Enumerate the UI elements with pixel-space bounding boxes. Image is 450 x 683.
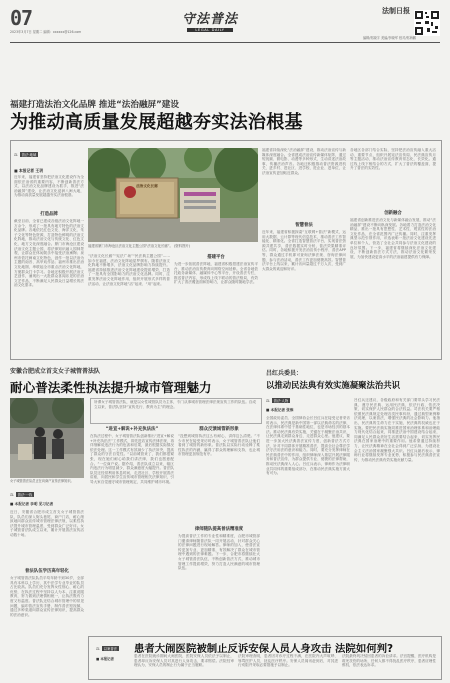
story3-text-col1: 全国政协委员、全国律协会长吕红兵在接受记者采访时表示，民法典是新中国第一部以法典命名的法律，在法律体系中居于基础性地位，也是市场经济的基本法。推动民法典有效实施，关键在于凝聚法治共识，让民法典走到群众身边、走进群众心里。他建议，要进一步加大民法典普法宣传力度，创新普法方式方法，针对不同群体开展精准普法，提高全社会尊法学法守法用法的意识和能力。同时，要充分发挥律师在民法典普法中的作用，组织律师深入基层开展法律服务和普法宣传，为群众提供专业、便捷的法律帮助，推动民法典深入人心。吕红兵表示，律师作为法律职业共同体的重要组成部分，在推动民法典实施方面大有可为。 bbox=[266, 416, 350, 476]
story3-section-tag bbox=[266, 398, 290, 403]
scales-icon: ⚖ bbox=[10, 492, 14, 497]
lead-photo bbox=[88, 148, 258, 242]
lead-photo-caption: 福建省厦门市海沧区法治文化主题公园“法治文化长廊”。 (资料图片) bbox=[88, 244, 191, 248]
story2-photo-caption: 女子城管普法队员正在向商户宣传法律知识。 bbox=[10, 479, 74, 483]
section-masthead bbox=[160, 8, 260, 32]
scales-icon: ⚖ bbox=[266, 398, 270, 403]
story2-subhead-2: 律师随队提高普法精准度 bbox=[194, 527, 244, 532]
lead-section-tag bbox=[14, 152, 38, 157]
section-subtitle: LEGAL DAILY bbox=[187, 28, 233, 32]
bottom-badge: 以案普法 bbox=[103, 647, 118, 651]
story2-headline: 耐心普法柔性执法提升城市管理魅力 bbox=[10, 380, 212, 395]
page-number: 07 bbox=[10, 6, 33, 30]
lead-text-col5b: 福建省创新推进法治文化与新媒体融合发展，推动“法治融屏”建设不断向纵深发展。各地着力打造法治文化精品，推出一批具有思想性、艺术性、观赏性的法治文化作品，在全省范围内广泛传播。同时，注重发挥典型示范引领作用，评选表彰一批法治文化建设先进单位和个人，营造了全社会共同参与法治文化建设的良好氛围。下一步，福建省将继续深化法治文化建设，不断创新普法方式方法，推动法治文化繁荣发展，为加快建设更高水平的法治福建提供有力保障。 bbox=[350, 218, 436, 259]
qr-code-icon bbox=[414, 10, 440, 36]
story2-badge: 普法·一线 bbox=[17, 493, 33, 497]
lead-byline: ■ 本报记者 王玥 bbox=[14, 168, 44, 173]
lead-text-col5a: 各地区各部门结合实际，坚持把法治宣传融入重大活动、重要节点，组织开展宪法宣传周、民法典宣传月等主题活动，推动法治宣传教育常态化、长效化。通过线上线下相结合的方式，扩大了普法的覆盖面，提升了普法的实效性。 bbox=[350, 148, 436, 171]
lead-text-col4a: 福建省持续深化“法治融屏”建设，推动法治宣传与新媒体深度融合。全省建成法治宣传新媒体矩阵，通过短视频、微电影、动漫等多种形式，生动讲述法治故事，传播法治声音。各地还积极推动普法资源进机关、进乡村、进社区、进学校、进企业、进单位，让法治宣传更加贴近群众。 bbox=[262, 148, 346, 175]
story2-byline: ■ 本报记者 李明 见习记者 bbox=[10, 502, 54, 506]
lead-subhead-2: 智慧普法 bbox=[295, 223, 313, 228]
story2-intro: 所谓女子城管普法队，就是以女性城管队员为主体，专门从事城市管理法律法规宣传工作的队伍。自成立以来，普法队坚持“宣传先行、教育为主”的理念。 bbox=[94, 400, 256, 409]
header-rule bbox=[10, 42, 440, 43]
lead-text-col1b: 截至目前，全省已建成各级法治文化阵地一万余个，形成了一批具有地方特色的法治文化品牌。各地依托红色文化、海洋文化、朱子文化等特色资源，打造特色鲜明的法治文化阵地，推动法治文化与传统文化、红色文化、地方文化深度融合。厦门市海沧区建设法治文化主题公园，将法律知识融入园林景观，让群众在休闲娱乐中接受法治熏陶；泉州市依托闽南文化特色，创作一批以法治为主题的南音、高甲戏作品；福州市推出法治文化地图，串联起全市重点法治文化阵地，方便群众打卡学习。各地还积极开展法治文艺创作，涌现出一大批群众喜闻乐见的法治文艺作品，不断满足人民群众日益增长的法治文化需求。 bbox=[14, 219, 84, 288]
story3-text-col2: 吕红兵还建议，各级政府和有关部门要带头学习民法典、遵守民法典、运用民法典，依法行政、依法决策，切实保护人民群众的合法权益。司法机关要严格依照民法典规定处理各类民事纠纷，通过典型案例释法说理，以案普法，增强民法典的社会影响力。他指出，民法典的生命力在于实施，民法典的权威也在于实施。要把民法典实施同推进国家治理体系和治理能力现代化结合起来，同推进法治中国建设结合起来，同满足人民群众美好生活需要结合起来，切实发挥民法典在国家治理中的重要作用。他希望通过持续努力，让民法典精神在全社会得到广泛弘扬，为建设社会主义法治国家凝聚强大共识。吕红兵最后表示，律师行业将继续发挥专业优势，积极参与民法典普法宣传，为推动民法典有效实施贡献力量。 bbox=[354, 398, 440, 462]
story3-byline: ■ 本报记者 张维 bbox=[266, 408, 294, 412]
story2-section-tag bbox=[10, 492, 34, 497]
date-line: 2023年3月7日 星期二 编辑：xxxxxx@126.com bbox=[10, 30, 82, 34]
bottom-byline: ■ 本报记者 bbox=[96, 657, 114, 661]
story2-subhead-3: 普法队伍学历高年轻化 bbox=[25, 569, 69, 574]
story3-kicker: 吕红兵委员： bbox=[266, 370, 303, 377]
lead-subhead-1: 打造品牌 bbox=[40, 212, 58, 217]
lead-headline: 为推动高质量发展超越夯实法治根基 bbox=[10, 112, 303, 133]
story3-badge: 普法·人物 bbox=[273, 399, 289, 403]
bottom-text-col2: 法院审理查明，患者因对诊疗过程不满，在医院内大声喧哗、辱骂医护人员，扰乱医疗秩序。安保人员闻讯赶到后，对其进行劝阻并采取必要措施予以制止。 bbox=[238, 654, 338, 668]
story2-photo bbox=[10, 398, 84, 478]
lead-kicker: 福建打造法治文化品牌 推进“法治融屏”建设 bbox=[10, 100, 179, 110]
photo-sign-text: 法治文化长廊 bbox=[136, 184, 158, 188]
editor-line: 编辑/郭晓宇 美编/李晓军 校对/郭海鹏 bbox=[362, 36, 416, 40]
story2-subhead-1: 群众反馈城管新形象 bbox=[199, 427, 239, 432]
lead-text-col2: “法治文化长廊”“宪法广场”“民法典主题公园”……如今在福建，法治文化阵地星罗棋布。随着法治文化阵地不断增多，法治文化品牌影响力持续提升。福建省持续推进法治文化阵地建设提质增效，打造了一批具有全国影响力的法治文化品牌。同时，注重发挥法治文化阵地作用，组织开展形式多样的普法活动，让法治文化阵地“活”起来、“用”起来。 bbox=[88, 254, 170, 286]
story2-text-col1b: 女子城管普法队队员平均年龄不到30岁，全部具有本科以上学历，其中法学专业毕业的队员占比较高。队员们充分发挥女性细心、耐心的优势，在执法过程中坚持以人为本，注重说服教育，努力做到法理情相统一，让执法既有力度又有温度。普法队还结合城市管理中的常见问题，编印普法宣传手册，制作普法短视频，通过多种渠道向群众宣传法律知识，提高群众的法治意识。 bbox=[10, 576, 84, 617]
section-title: 守法普法 bbox=[181, 12, 238, 27]
lead-text-col3: 为进一步拓展普法阵地，福建省积极搭建法治宣传平台，推动法治宣传教育向网络空间延伸。全省各地依托政务新媒体、融媒体中心等平台，开设普法专栏，推送普法内容，形成线上线下联动的普法格局，有效扩大了普法覆盖面和影响力，让群众随时随地学法。 bbox=[174, 262, 258, 285]
story3-headline: 以推动民法典有效实施凝聚法治共识 bbox=[266, 380, 400, 390]
masthead-logo: 法制日报 bbox=[382, 6, 410, 15]
story2-text-col1a: 近日，安徽省合肥市成立首支女子城管普法队，队员们深入街头巷尾、商户门店，耐心细致地向群众宣传城市管理法律法规，以柔性执法提升城市管理温度，受到群众广泛好评。女子城管普法队成立以来，累计开展普法宣传活动数十场。 bbox=[10, 510, 84, 537]
bottom-headline: 患者大闹医院被制止反诉安保人员人身攻击 法院如何判? bbox=[134, 643, 394, 655]
scales-icon: ⚖ bbox=[96, 646, 100, 651]
lead-text-col1a: 近年来，福建省坚持把法治文化建设作为全面依法治省的重要内容，不断创新普法方式，以法治文化品牌建设为抓手，推进“法治融屏”建设，让法治文化浸润八闽大地，为推动高质量发展超越夯实法治根基。 bbox=[14, 175, 84, 198]
story2-kicker: 安徽合肥成立首支女子城管普法队 bbox=[10, 368, 101, 375]
lead-subhead-4: 创新融合 bbox=[384, 211, 402, 216]
lead-text-col4b: 近年来，福建省积极探索“互联网+普法”新模式，运用大数据、云计算等现代信息技术，推动普法工作智能化、精准化。全省打造智慧普法平台，实现普法资源共建共享，普法数据实时分析，普法效果精准评估。同时，各地积极开发法治宣传小程序、普法APP等，群众通过手机即可查询法律法规、咨询法律问题、参与法治活动，普法工作更加便捷高效。智慧普法平台上线以来，累计访问量超过千万人次，受到广大群众的欢迎和好评。 bbox=[262, 230, 346, 271]
bottom-text-col3: 法院最终判决驳回患者的诉讼请求。法官提醒，医疗机构是救死扶伤的场所，任何人都不得扰乱医疗秩序，患者应理性维权，依法表达诉求。 bbox=[342, 654, 436, 668]
lead-subhead-3: 搭建平台 bbox=[207, 255, 225, 260]
scales-icon: ⚖ bbox=[14, 152, 18, 157]
bottom-section-tag bbox=[96, 646, 119, 651]
lead-badge: 普法·地域 bbox=[21, 153, 37, 157]
story2-quote-box: “进宣+解说+补充执法法” bbox=[105, 427, 159, 432]
story2-text-col2: 在执法过程中，女子城管普法队创新推出“进宣+解说+补充执法法”工作模式，即先进店宣传法律法规，再详细解说违法行为的危害和后果，最后根据实际情况依法处理。这一工作模式有效减少了执法冲突，提高了群众的守法自觉性。“以前城管来了，我们都很紧张，现在她们耐心给我们讲法律，我们也愿意配合。”一位商户说。据介绍，普法队成立以来，辖区内违法行为明显减少，群众满意度大幅提升。普法队队员还经常利用休息时间，走进社区、学校开展普法讲座，向居民和学生宣传城市管理相关法律知识，引导大家自觉遵守城市管理规定，共同维护城市环境。 bbox=[90, 434, 174, 484]
story2-text-col3b: 为提高普法工作的专业性和精准度，合肥市城管部门邀请律师随普法队一同开展活动，针对群众关心的法律问题进行现场解答。律师的加入，使普法宣传更加专业、更加精准，有效解决了群众在城市管理中遇到的法律难题。下一步，合肥市将继续壮大女子城管普法队伍，不断创新普法方式，推动城市管理工作提质增效，努力打造人民满意的城市管理队伍。 bbox=[178, 534, 260, 571]
story2-text-col3a: “没想到城管执法这么有耐心，讲得这么清楚。”不少市民在接受采访时表示，女子城管普法队让他们看到了城管的新形象。普法队以实际行动诠释了柔性执法的内涵，赢得了群众的理解和支持，也让城市管理更加规范有序。 bbox=[178, 434, 260, 457]
bottom-text-col1: 患者在医院就诊期间大闹医院，医院安保人员依法予以制止，患者却反诉安保人员对其进行人身攻击，要求赔偿。法院经审理认为，安保人员的制止行为属于正当履职。 bbox=[134, 654, 234, 668]
